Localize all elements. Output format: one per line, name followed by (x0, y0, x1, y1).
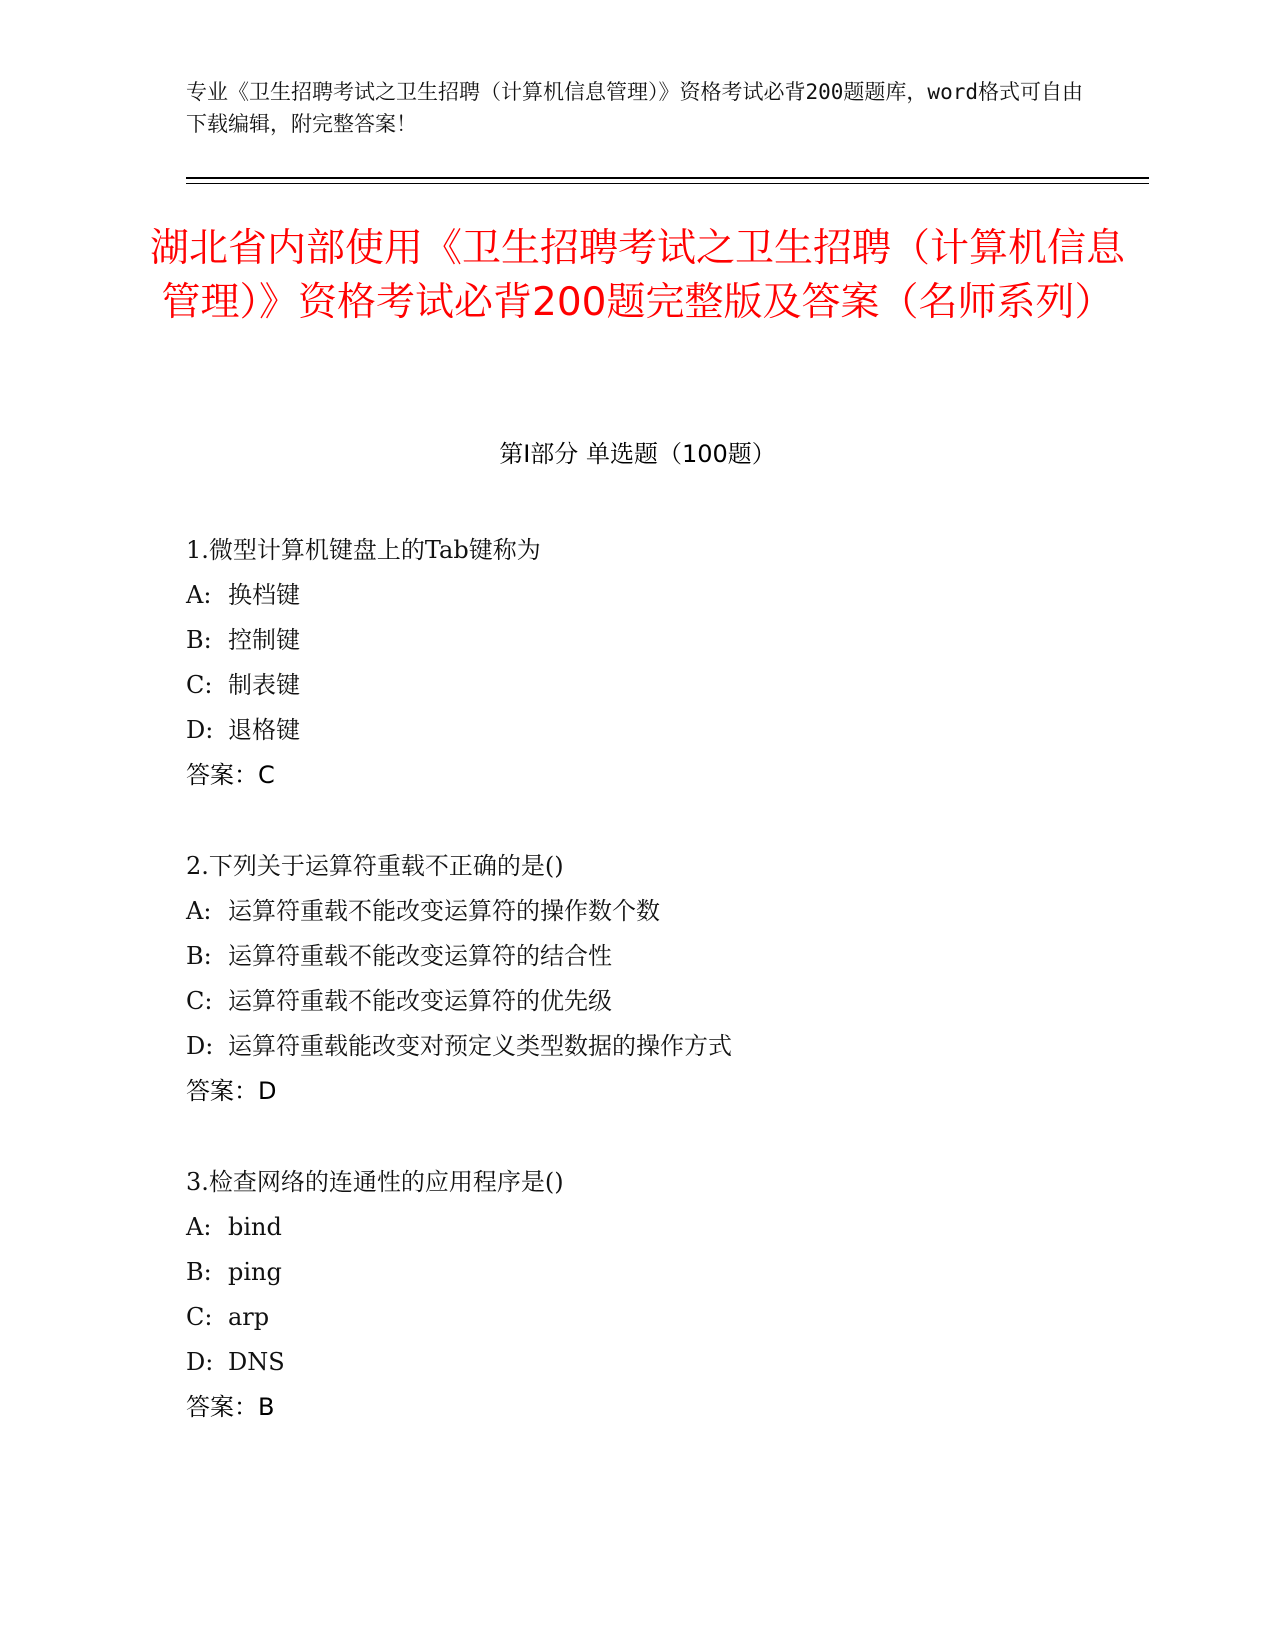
question-3 (186, 1160, 1126, 1430)
option-a (186, 1205, 1126, 1250)
section-heading: 第Ⅰ部分 单选题（100题） (499, 440, 776, 468)
option-label: D: (186, 1348, 214, 1376)
option-text: 换档键 (228, 581, 300, 609)
option-text: 控制键 (228, 626, 300, 654)
option-a (186, 889, 1126, 934)
question-stem: 3.检查网络的连通性的应用程序是() (186, 1168, 564, 1196)
answer-line: 答案：C (186, 761, 275, 789)
option-text: 运算符重载不能改变运算符的操作数个数 (228, 897, 660, 925)
option-a (186, 573, 1126, 618)
header-rule-thick (186, 177, 1149, 179)
option-text: bind (228, 1213, 282, 1241)
option-text: 运算符重载不能改变运算符的结合性 (228, 942, 612, 970)
option-label: A: (186, 1213, 212, 1241)
question-1 (186, 528, 1126, 798)
option-label: B: (186, 626, 212, 654)
option-label: B: (186, 1258, 212, 1286)
question-2 (186, 844, 1126, 1114)
option-label: D: (186, 1032, 214, 1060)
option-label: C: (186, 987, 213, 1015)
option-label: A: (186, 581, 212, 609)
option-d (186, 1024, 1126, 1069)
option-text: 运算符重载能改变对预定义类型数据的操作方式 (228, 1032, 732, 1060)
option-text: 退格键 (228, 716, 300, 744)
option-label: C: (186, 671, 213, 699)
answer-line: 答案：B (186, 1393, 275, 1421)
option-text: 制表键 (228, 671, 300, 699)
option-text: DNS (228, 1348, 285, 1376)
option-label: C: (186, 1303, 213, 1331)
answer-line: 答案：D (186, 1077, 277, 1105)
option-b (186, 1250, 1126, 1295)
document-title: 湖北省内部使用《卫生招聘考试之卫生招聘（计算机信息管理）》资格考试必背200题完整版及答案（名师系列） (150, 226, 1126, 325)
option-b (186, 618, 1126, 663)
option-d (186, 708, 1126, 753)
option-text: ping (228, 1258, 282, 1286)
option-b (186, 934, 1126, 979)
option-c (186, 663, 1126, 708)
option-d (186, 1340, 1126, 1385)
option-c (186, 979, 1126, 1024)
option-label: B: (186, 942, 212, 970)
option-text: 运算符重载不能改变运算符的优先级 (228, 987, 612, 1015)
question-stem: 1.微型计算机键盘上的Tab键称为 (186, 536, 541, 564)
option-label: D: (186, 716, 214, 744)
header-rule-thin (186, 183, 1149, 184)
option-c (186, 1295, 1126, 1340)
question-list (186, 528, 1126, 1476)
question-stem: 2.下列关于运算符重载不正确的是() (186, 852, 564, 880)
option-label: A: (186, 897, 212, 925)
option-text: arp (228, 1303, 270, 1331)
header-note: 专业《卫生招聘考试之卫生招聘（计算机信息管理）》资格考试必背200题题库，word格式可自由下载编辑，附完整答案！ (186, 80, 1083, 136)
